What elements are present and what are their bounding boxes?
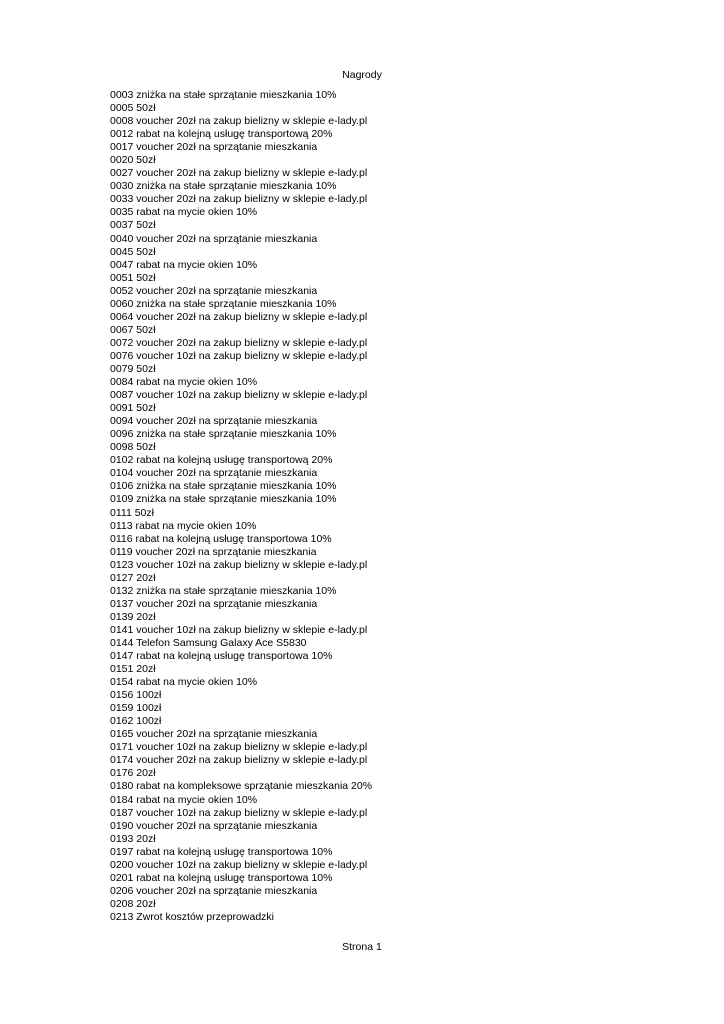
list-item: 0206 voucher 20zł na sprzątanie mieszkania (110, 884, 318, 897)
list-item: 0047 rabat na mycie okien 10% (110, 258, 258, 271)
list-item: 0151 20zł (110, 663, 156, 676)
list-item: 0190 voucher 20zł na sprzątanie mieszkania (110, 819, 318, 832)
list-item: 0201 rabat na kolejną usługę transportowa 10% (110, 871, 333, 884)
list-item: 0119 voucher 20zł na sprzątanie mieszkania (110, 545, 317, 558)
list-item: 0106 zniżka na stałe sprzątanie mieszkania 10% (110, 480, 337, 493)
list-item: 0208 20zł (110, 897, 156, 910)
list-item: 0045 50zł (110, 245, 156, 258)
list-item: 0109 zniżka na stałe sprzątanie mieszkania 10% (110, 493, 337, 506)
list-item: 0037 50zł (110, 219, 156, 232)
list-item: 0003 zniżka na stałe sprzątanie mieszkania 10% (110, 89, 337, 101)
list-item: 0147 rabat na kolejną usługę transportowa 10% (110, 650, 333, 663)
list-item: 0008 voucher 20zł na zakup bielizny w sklepie e-lady.pl (110, 115, 368, 128)
list-item: 0040 voucher 20zł na sprzątanie mieszkania (110, 232, 318, 245)
list-item: 0116 rabat na kolejną usługę transportowa 10% (110, 532, 332, 545)
list-item: 0127 20zł (110, 571, 156, 584)
list-item: 0123 voucher 10zł na zakup bielizny w sklepie e-lady.pl (110, 558, 368, 571)
page-number: Strona 1 (342, 941, 382, 953)
list-item: 0165 voucher 20zł na sprzątanie mieszkania (110, 728, 318, 741)
list-item: 0180 rabat na kompleksowe sprzątanie mieszkania 20% (110, 780, 373, 793)
list-item: 0184 rabat na mycie okien 10% (110, 793, 258, 806)
prize-list (110, 89, 372, 924)
list-item: 0084 rabat na mycie okien 10% (110, 376, 258, 389)
list-item: 0017 voucher 20zł na sprzątanie mieszkania (110, 141, 318, 154)
list-item: 0098 50zł (110, 441, 156, 454)
list-item: 0033 voucher 20zł na zakup bielizny w sklepie e-lady.pl (110, 193, 368, 206)
list-item: 0141 voucher 10zł na zakup bielizny w sklepie e-lady.pl (110, 623, 368, 636)
list-item: 0139 20zł (110, 610, 156, 623)
list-item: 0091 50zł (110, 402, 156, 415)
list-item: 0052 voucher 20zł na sprzątanie mieszkania (110, 284, 318, 297)
list-item: 0187 voucher 10zł na zakup bielizny w sklepie e-lady.pl (110, 806, 368, 819)
list-item: 0132 zniżka na stałe sprzątanie mieszkania 10% (110, 584, 337, 597)
list-item: 0156 100zł (110, 689, 162, 702)
list-item: 0213 Zwrot kosztów przeprowadzki (110, 910, 274, 923)
list-item: 0200 voucher 10zł na zakup bielizny w sklepie e-lady.pl (110, 858, 368, 871)
list-item: 0144 Telefon Samsung Galaxy Ace S5830 (110, 636, 307, 649)
list-item: 0079 50zł (110, 362, 156, 375)
list-item: 0094 voucher 20zł na sprzątanie mieszkania (110, 415, 318, 428)
list-item: 0174 voucher 20zł na zakup bielizny w sklepie e-lady.pl (110, 754, 368, 767)
list-item: 0113 rabat na mycie okien 10% (110, 519, 257, 532)
list-item: 0064 voucher 20zł na zakup bielizny w sklepie e-lady.pl (110, 310, 368, 323)
list-item: 0067 50zł (110, 323, 156, 336)
list-item: 0154 rabat na mycie okien 10% (110, 676, 258, 689)
list-item: 0096 zniżka na stałe sprzątanie mieszkania 10% (110, 428, 337, 441)
list-item: 0060 zniżka na stałe sprzątanie mieszkania 10% (110, 297, 337, 310)
list-item: 0176 20zł (110, 767, 156, 780)
list-item: 0137 voucher 20zł na sprzątanie mieszkania (110, 597, 318, 610)
list-item: 0072 voucher 20zł na zakup bielizny w sklepie e-lady.pl (110, 336, 368, 349)
list-item: 0020 50zł (110, 154, 156, 167)
list-item: 0087 voucher 10zł na zakup bielizny w sklepie e-lady.pl (110, 389, 368, 402)
list-item: 0102 rabat na kolejną usługę transportową 20% (110, 454, 333, 467)
list-item: 0005 50zł (110, 102, 156, 115)
list-item: 0104 voucher 20zł na sprzątanie mieszkania (110, 467, 318, 480)
list-item: 0030 zniżka na stałe sprzątanie mieszkania 10% (110, 180, 337, 193)
list-item: 0027 voucher 20zł na zakup bielizny w sklepie e-lady.pl (110, 167, 368, 180)
list-item: 0051 50zł (110, 271, 156, 284)
list-item: 0076 voucher 10zł na zakup bielizny w sklepie e-lady.pl (110, 349, 368, 362)
list-item: 0111 50zł (110, 506, 154, 519)
list-item: 0193 20zł (110, 832, 156, 845)
list-item: 0171 voucher 10zł na zakup bielizny w sklepie e-lady.pl (110, 741, 368, 754)
list-item: 0159 100zł (110, 702, 162, 715)
list-item: 0012 rabat na kolejną usługę transportową 20% (110, 128, 333, 141)
list-item: 0035 rabat na mycie okien 10% (110, 206, 258, 219)
page-title: Nagrody (342, 69, 382, 81)
list-item: 0162 100zł (110, 715, 162, 728)
list-item: 0197 rabat na kolejną usługę transportowa 10% (110, 845, 333, 858)
